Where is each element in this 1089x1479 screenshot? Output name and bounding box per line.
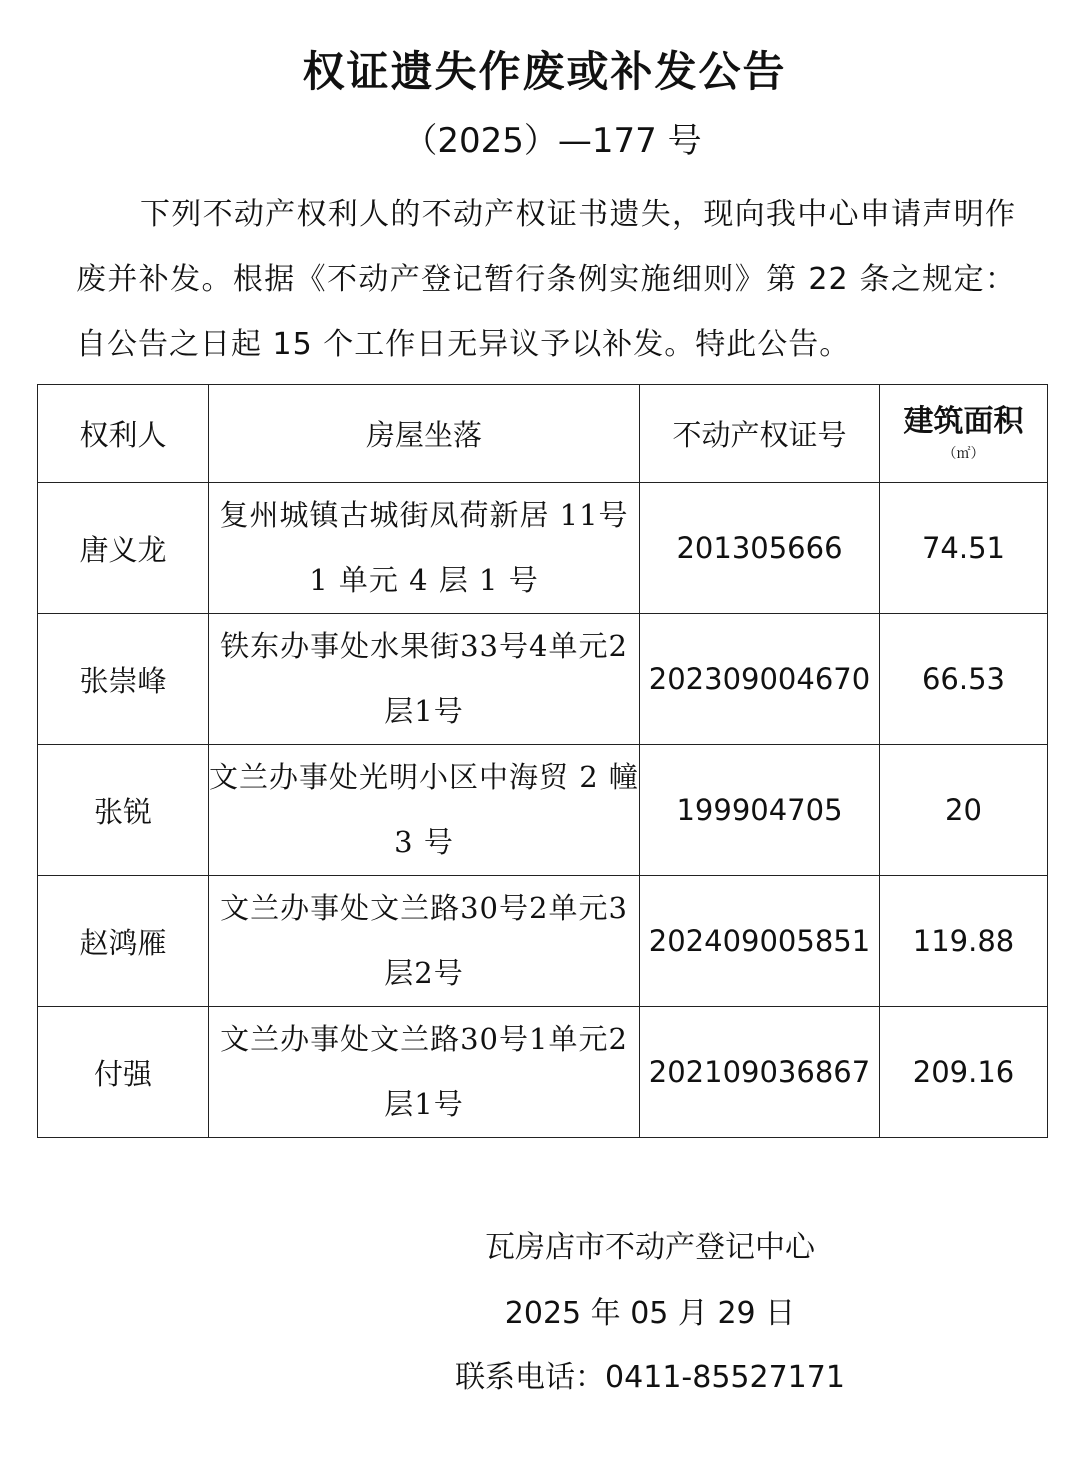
address-cell: 铁东办事处水果街33号4单元2层1号 [209,614,640,745]
address-cell: 复州城镇古城街凤荷新居 11号 1 单元 4 层 1 号 [209,483,640,614]
owner-cell: 唐义龙 [38,483,209,614]
cert-number-cell: 199904705 [640,745,880,876]
table-row [38,745,1048,876]
area-cell: 119.88 [880,876,1048,1007]
owner-cell: 张崇峰 [38,614,209,745]
cert-number-cell: 202409005851 [640,876,880,1007]
cert-number-cell: 202309004670 [640,614,880,745]
header-cert-number: 不动产权证号 [640,385,880,483]
owner-cell: 张锐 [38,745,209,876]
address-cell: 文兰办事处文兰路30号2单元3层2号 [209,876,640,1007]
notice-title: 权证遗失作废或补发公告 [302,47,787,96]
area-cell: 66.53 [880,614,1048,745]
contact-phone: 联系电话：0411-85527171 [455,1360,845,1395]
table-row [38,614,1048,745]
table-header-row [38,385,1048,483]
notice-body: 下列不动产权利人的不动产权证书遗失，现向我中心申请声明作废并补发。根据《不动产登记暂行条例实施细则》第 22 条之规定：自公告之日起 15 个工作日无异议予以补发。特此公告。 [76,197,1016,362]
registry-table [37,384,1048,1138]
issue-date: 2025 年 05 月 29 日 [504,1296,796,1331]
owner-cell: 赵鸿雁 [38,876,209,1007]
address-cell: 文兰办事处光明小区中海贸 2 幢 3 号 [209,745,640,876]
header-area-unit: （㎡） [942,445,985,462]
area-cell: 209.16 [880,1007,1048,1138]
table-row [38,876,1048,1007]
header-area-cell [880,385,1048,483]
cert-number-cell: 202109036867 [640,1007,880,1138]
address-cell: 文兰办事处文兰路30号1单元2层1号 [209,1007,640,1138]
area-cell: 20 [880,745,1048,876]
header-owner: 权利人 [38,385,209,483]
notice-number: （2025）—177 号 [403,121,702,161]
table-row [38,1007,1048,1138]
cert-number-cell: 201305666 [640,483,880,614]
header-area: 建筑面积 [903,403,1024,439]
issuing-organization: 瓦房店市不动产登记中心 [485,1230,815,1265]
header-address: 房屋坐落 [209,385,640,483]
table-row [38,483,1048,614]
owner-cell: 付强 [38,1007,209,1138]
area-cell: 74.51 [880,483,1048,614]
